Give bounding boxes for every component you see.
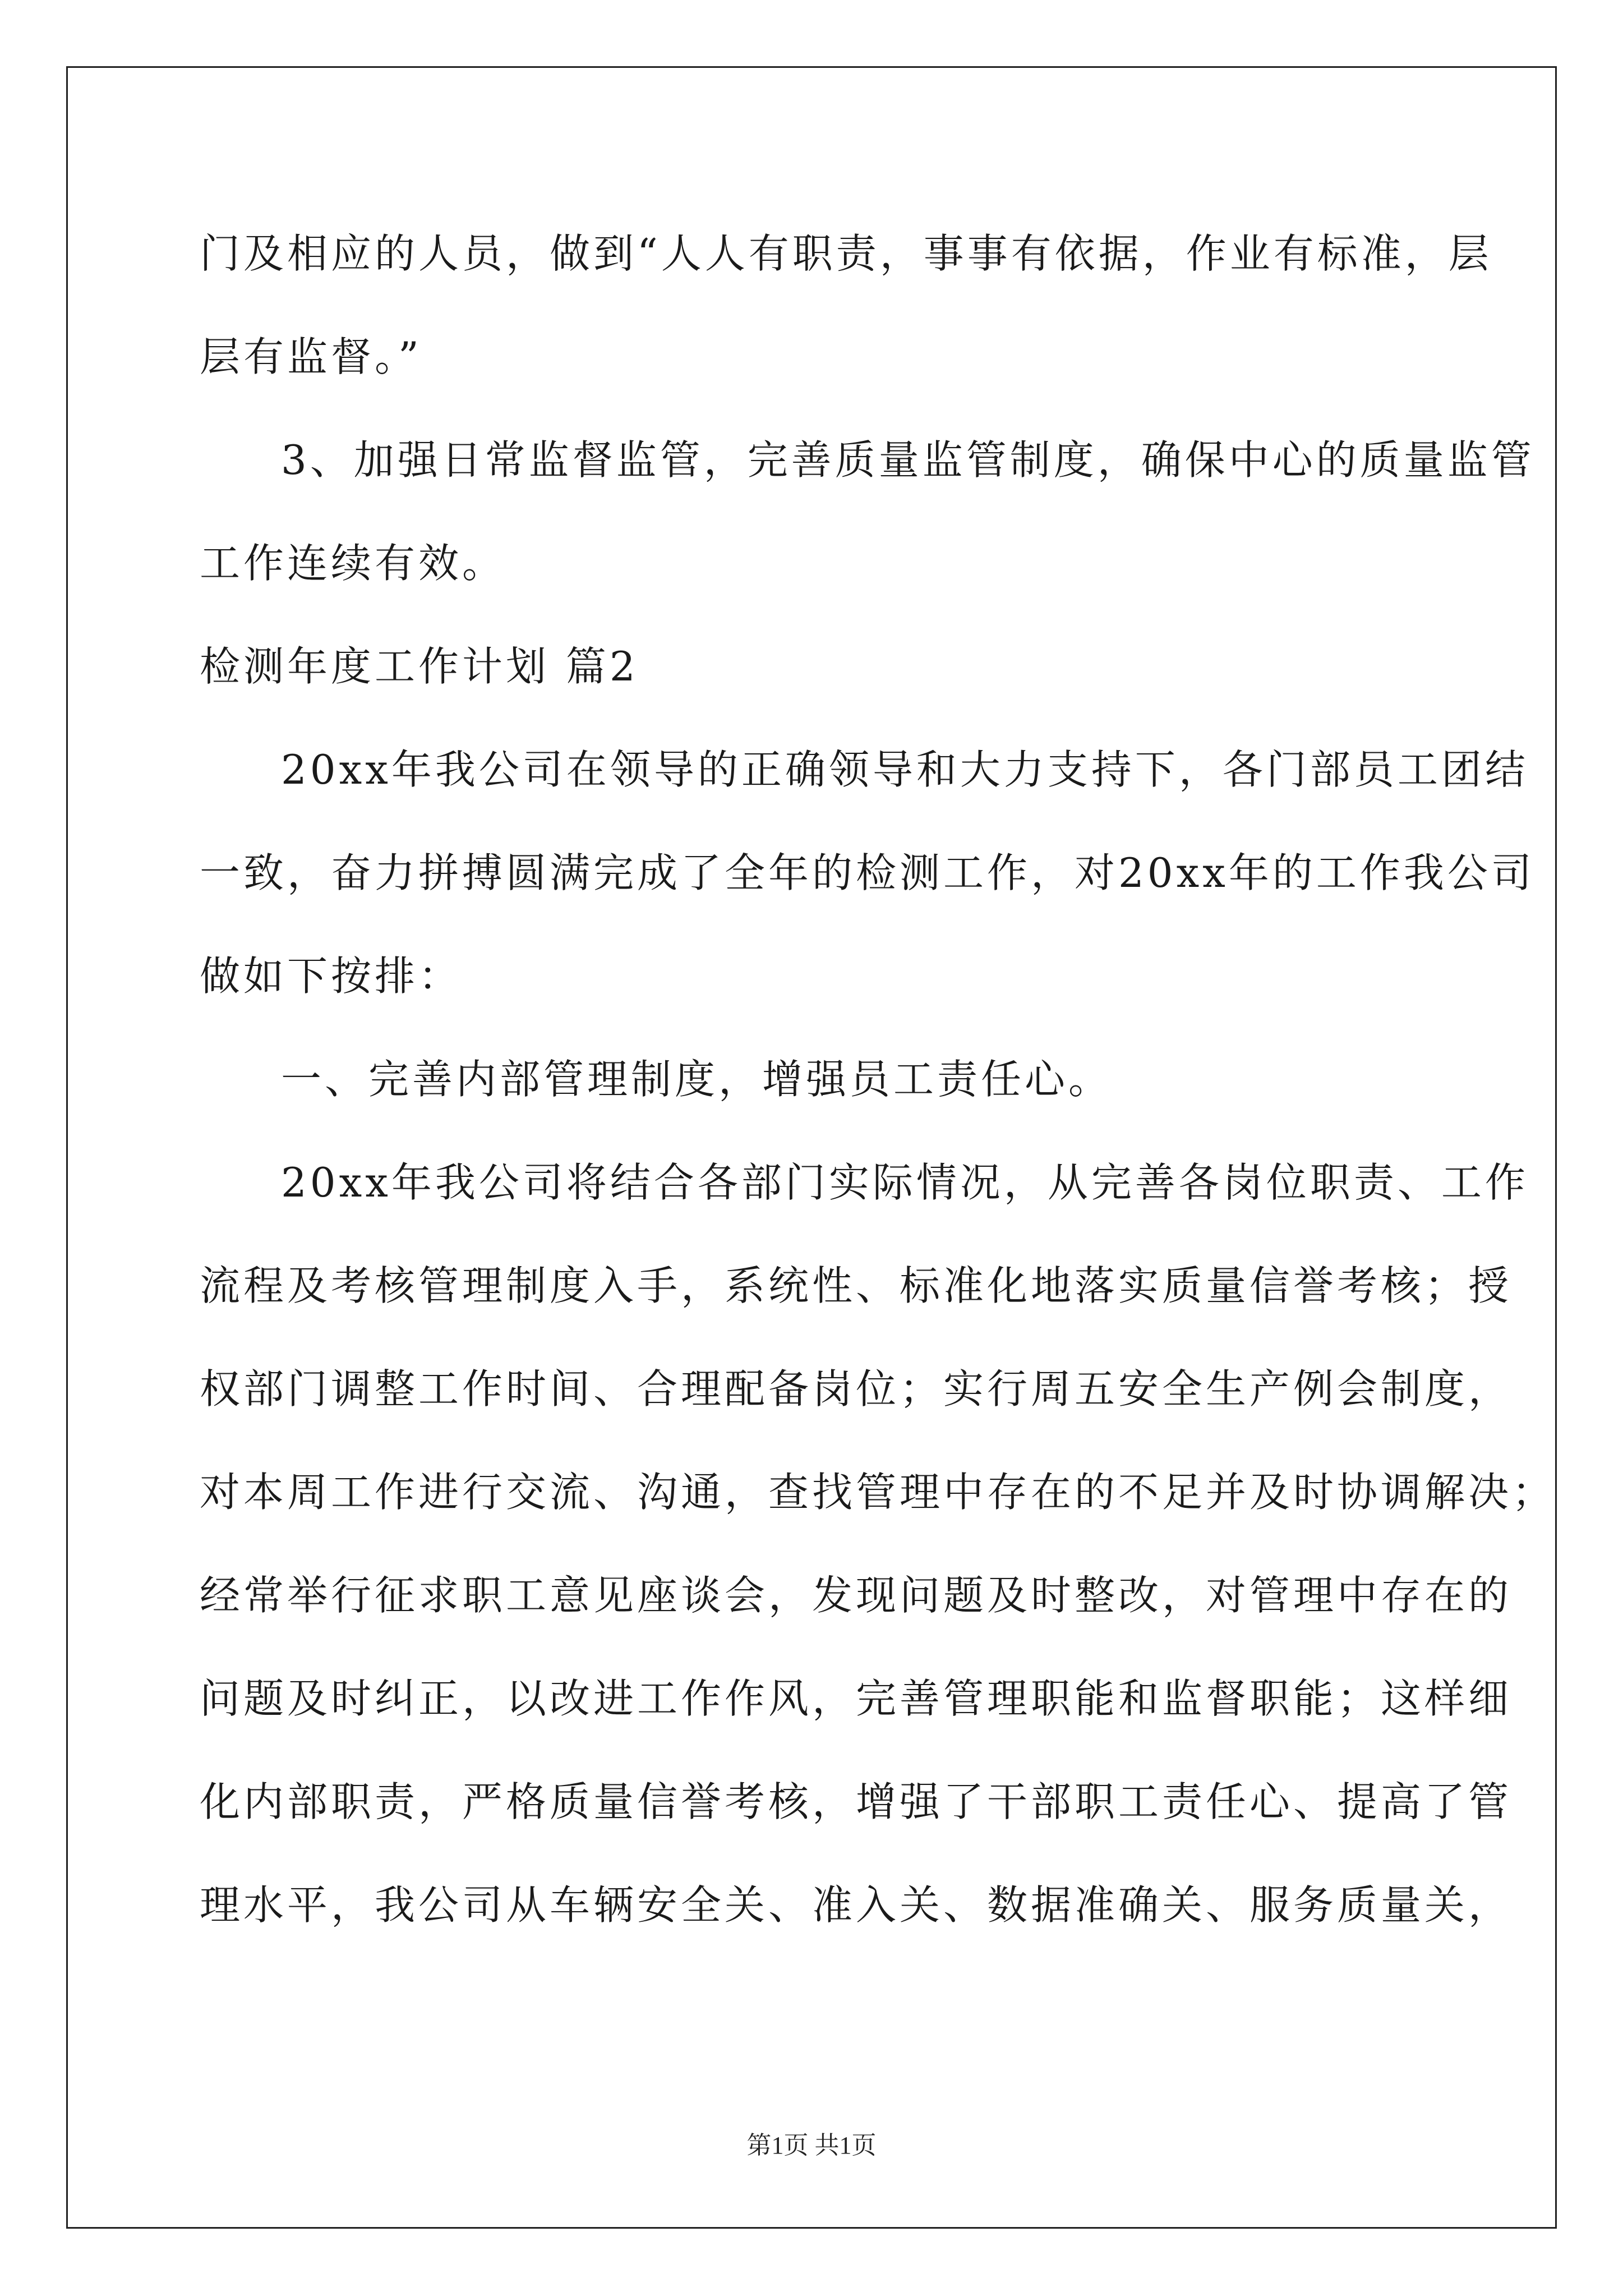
text-line: 问题及时纠正，以改进工作作风，完善管理职能和监督职能；这样细 — [200, 1675, 1513, 1722]
text-line: 对本周工作进行交流、沟通，查找管理中存在的不足并及时协调解决； — [200, 1469, 1556, 1516]
text-line: 3、加强日常监督监管，完善质量监管制度，确保中心的质量监管 — [281, 436, 1535, 484]
text-line: 一致，奋力拼搏圆满完成了全年的检测工作，对20xx年的工作我公司 — [200, 849, 1535, 896]
text-line: 层有监督。” — [200, 333, 422, 380]
document-body — [200, 202, 1556, 1957]
text-line: 20xx年我公司在领导的正确领导和大力支持下，各门部员工团结 — [281, 746, 1529, 793]
text-line: 化内部职责，严格质量信誉考核，增强了干部职工责任心、提高了管 — [200, 1778, 1513, 1825]
text-line: 经常举行征求职工意见座谈会，发现问题及时整改，对管理中存在的 — [200, 1572, 1513, 1619]
text-line: 门及相应的人员，做到“人人有职责，事事有依据，作业有标准，层 — [200, 230, 1492, 277]
text-line: 20xx年我公司将结合各部门实际情况，从完善各岗位职责、工作 — [281, 1159, 1529, 1206]
text-line: 流程及考核管理制度入手，系统性、标准化地落实质量信誉考核；授 — [200, 1262, 1513, 1309]
page-footer: 第1页 共1页 — [746, 2132, 877, 2159]
subsection-heading: 一、完善内部管理制度，增强员工责任心。 — [281, 1056, 1113, 1103]
section-heading: 检测年度工作计划 篇2 — [200, 643, 639, 690]
text-line: 权部门调整工作时间、合理配备岗位；实行周五安全生产例会制度， — [200, 1365, 1513, 1412]
text-line: 做如下按排： — [200, 953, 463, 1000]
text-line: 理水平，我公司从车辆安全关、准入关、数据准确关、服务质量关， — [200, 1881, 1513, 1929]
text-line: 工作连续有效。 — [200, 540, 506, 587]
